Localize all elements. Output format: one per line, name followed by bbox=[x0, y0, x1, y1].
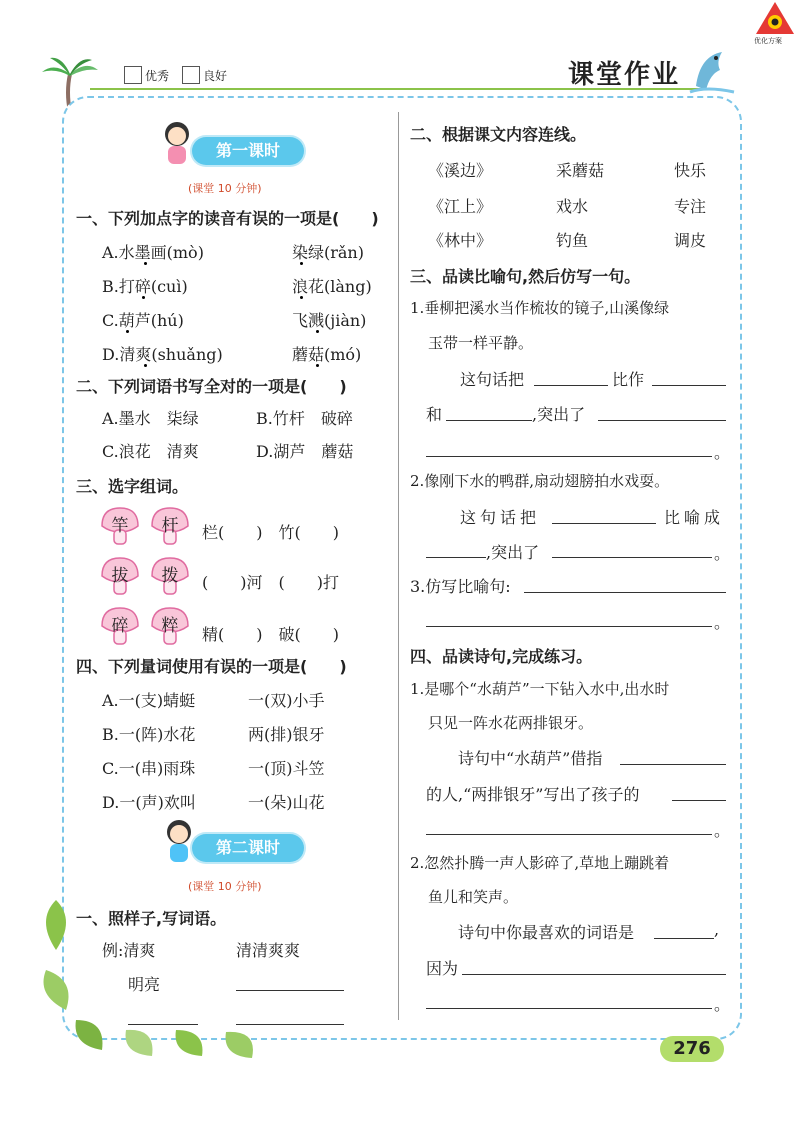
q1-option-b1: B.打碎(cuì) bbox=[102, 277, 188, 296]
q5-example-label: 例:清爽 bbox=[102, 941, 156, 960]
mushroom-char-label: 竿 bbox=[111, 516, 129, 536]
q4-option-d2: 一(朵)山花 bbox=[248, 793, 325, 812]
answer-line bbox=[672, 800, 726, 801]
r-q3-s2-fill-b: 比喻成 bbox=[664, 508, 725, 527]
q4-option-a2: 一(双)小手 bbox=[248, 691, 325, 710]
emphasis-dot bbox=[142, 296, 145, 299]
q4-option-d1: D.一(声)欢叫 bbox=[102, 793, 196, 812]
period: 。 bbox=[714, 443, 731, 462]
match-col3-item: 专注 bbox=[674, 197, 707, 216]
answer-line bbox=[462, 974, 726, 975]
q3-title: 三、选字组词。 bbox=[76, 477, 189, 496]
emphasis-dot bbox=[300, 296, 303, 299]
logo-text: 优化方案 bbox=[754, 37, 782, 45]
match-col2-item: 戏水 bbox=[556, 197, 589, 216]
page-title: 课堂作业 bbox=[568, 60, 681, 90]
mushroom-char bbox=[150, 556, 190, 598]
dolphin-icon bbox=[686, 46, 738, 96]
q5-title: 一、照样子,写词语。 bbox=[76, 909, 227, 928]
r-q4-p1-fill-b: 的人,“两排银牙”写出了孩子的 bbox=[426, 785, 640, 804]
period: 。 bbox=[714, 613, 731, 632]
q5-example-answer: 清清爽爽 bbox=[236, 941, 301, 960]
r-q3-s2-fill-c: ,突出了 bbox=[486, 543, 540, 562]
r-q3-title: 三、品读比喻句,然后仿写一句。 bbox=[410, 267, 641, 286]
r-q4-p2-fill-b: 因为 bbox=[426, 959, 459, 978]
q2-option-c: C.浪花 清爽 bbox=[102, 442, 199, 461]
q1-option-d1: D.清爽(shuǎng) bbox=[102, 345, 223, 364]
answer-line bbox=[552, 557, 712, 558]
r-q3-s1-fill-d: ,突出了 bbox=[532, 405, 586, 424]
r-q3-s2-line1: 2.像刚下水的鸭群,扇动翅膀拍水戏耍。 bbox=[410, 472, 670, 490]
emphasis-dot bbox=[316, 364, 319, 367]
answer-line bbox=[426, 626, 712, 627]
q2-option-b: B.竹杆 破碎 bbox=[256, 409, 353, 428]
match-col1-item: 《江上》 bbox=[428, 197, 493, 216]
answer-line bbox=[426, 1008, 712, 1009]
q4-option-a1: A.一(支)蜻蜓 bbox=[102, 691, 196, 710]
girl-icon bbox=[160, 120, 194, 166]
r-q4-p1-fill-a: 诗句中“水葫芦”借指 bbox=[458, 749, 603, 768]
r-q4-p2-line1: 2.忽然扑腾一声人影碎了,草地上蹦跳着 bbox=[410, 854, 670, 872]
answer-line bbox=[426, 834, 712, 835]
emphasis-dot bbox=[144, 364, 147, 367]
logo-icon bbox=[752, 0, 798, 36]
q4-option-b2: 两(排)银牙 bbox=[248, 725, 325, 744]
match-col2-item: 采蘑菇 bbox=[556, 161, 605, 180]
r-q3-s1-line1: 1.垂柳把溪水当作梳妆的镜子,山溪像绿 bbox=[410, 299, 670, 317]
emphasis-dot bbox=[126, 330, 129, 333]
q1-title: 一、下列加点字的读音有误的一项是( ) bbox=[76, 209, 379, 228]
match-col1-item: 《溪边》 bbox=[428, 161, 493, 180]
r-q4-p2-line2: 鱼儿和笑声。 bbox=[428, 888, 519, 906]
r-q2-title: 二、根据课文内容连线。 bbox=[410, 125, 587, 144]
q2-title: 二、下列词语书写全对的一项是( ) bbox=[76, 377, 347, 396]
answer-line bbox=[552, 523, 656, 524]
mushroom-char bbox=[150, 506, 190, 548]
mushroom-char-label: 粹 bbox=[161, 616, 179, 636]
answer-line bbox=[426, 557, 486, 558]
answer-line bbox=[236, 990, 344, 991]
q1-option-c2: 飞溅(jiàn) bbox=[292, 311, 367, 330]
match-col2-item: 钓鱼 bbox=[556, 231, 589, 250]
match-col1-item: 《林中》 bbox=[428, 231, 493, 250]
r-q4-p1-line2: 只见一阵水花两排银牙。 bbox=[428, 714, 594, 732]
q1-option-a2: 染绿(rǎn) bbox=[292, 243, 364, 262]
checkbox-excellent[interactable] bbox=[124, 66, 142, 84]
match-col3-item: 调皮 bbox=[674, 231, 707, 250]
q2-option-d: D.湖芦 蘑菇 bbox=[256, 442, 354, 461]
period: 。 bbox=[714, 995, 731, 1014]
checkbox-good-label: 良好 bbox=[203, 69, 228, 83]
page-number: 276 bbox=[660, 1036, 724, 1062]
r-q4-title: 四、品读诗句,完成练习。 bbox=[410, 647, 593, 666]
r-q3-s1-fill-c: 和 bbox=[426, 405, 443, 424]
r-q3-s1-fill-a: 这句话把 bbox=[460, 370, 525, 389]
r-q3-s2-fill-a: 这句话把 bbox=[460, 508, 541, 527]
r-q4-p1-line1: 1.是哪个“水葫芦”一下钻入水中,出水时 bbox=[410, 680, 670, 698]
r-q4-p2-fill-a: 诗句中你最喜欢的词语是 bbox=[458, 923, 635, 942]
answer-line bbox=[426, 456, 712, 457]
q5-word: 明亮 bbox=[128, 975, 161, 994]
checkbox-excellent-label: 优秀 bbox=[145, 69, 170, 83]
mushroom-char bbox=[100, 506, 140, 548]
q3-fill-2: ( )河 ( )打 bbox=[202, 573, 339, 592]
match-col3-item: 快乐 bbox=[674, 161, 707, 180]
q3-fill-3: 精( ) 破( ) bbox=[202, 625, 339, 644]
r-q3-s3: 3.仿写比喻句: bbox=[410, 577, 511, 596]
lesson1-banner: 第一课时 bbox=[192, 137, 304, 165]
mushroom-char bbox=[100, 556, 140, 598]
period: 。 bbox=[714, 821, 731, 840]
answer-line bbox=[236, 1024, 344, 1025]
emphasis-dot bbox=[316, 330, 319, 333]
mushroom-char bbox=[150, 606, 190, 648]
q4-option-c1: C.一(串)雨珠 bbox=[102, 759, 196, 778]
q1-option-d2: 蘑菇(mó) bbox=[292, 345, 362, 364]
mushroom-char-label: 拔 bbox=[111, 566, 129, 586]
answer-line bbox=[620, 764, 726, 765]
q4-option-c2: 一(顶)斗笠 bbox=[248, 759, 325, 778]
lesson2-time: (课堂 10 分钟) bbox=[188, 880, 262, 893]
answer-line bbox=[128, 1024, 198, 1025]
mushroom-char bbox=[100, 606, 140, 648]
q1-option-b2: 浪花(làng) bbox=[292, 277, 372, 296]
r-q3-s1-line2: 玉带一样平静。 bbox=[428, 334, 534, 352]
q4-title: 四、下列量词使用有误的一项是( ) bbox=[76, 657, 347, 676]
answer-line bbox=[534, 385, 608, 386]
answer-line bbox=[446, 420, 532, 421]
q2-option-a: A.墨水 柒绿 bbox=[102, 409, 199, 428]
answer-line bbox=[524, 592, 726, 593]
emphasis-dot bbox=[300, 262, 303, 265]
r-q3-s1-fill-b: 比作 bbox=[612, 370, 645, 389]
comma: , bbox=[714, 920, 720, 939]
mushroom-char-label: 碎 bbox=[111, 616, 129, 636]
lesson1-time: (课堂 10 分钟) bbox=[188, 182, 262, 195]
answer-line bbox=[652, 385, 726, 386]
q1-option-c1: C.葫芦(hú) bbox=[102, 311, 184, 330]
q1-option-a1: A.水墨画(mò) bbox=[102, 243, 204, 262]
girl-icon bbox=[162, 818, 196, 864]
column-divider bbox=[398, 112, 399, 1020]
q4-option-b1: B.一(阵)水花 bbox=[102, 725, 196, 744]
checkbox-good[interactable] bbox=[182, 66, 200, 84]
lesson2-banner: 第二课时 bbox=[192, 834, 304, 862]
emphasis-dot bbox=[144, 262, 147, 265]
period: 。 bbox=[714, 544, 731, 563]
mushroom-char-label: 拨 bbox=[161, 566, 179, 586]
answer-line bbox=[654, 938, 714, 939]
answer-line bbox=[598, 420, 726, 421]
mushroom-char-label: 杆 bbox=[161, 516, 179, 536]
q3-fill-1: 栏( ) 竹( ) bbox=[202, 523, 339, 542]
